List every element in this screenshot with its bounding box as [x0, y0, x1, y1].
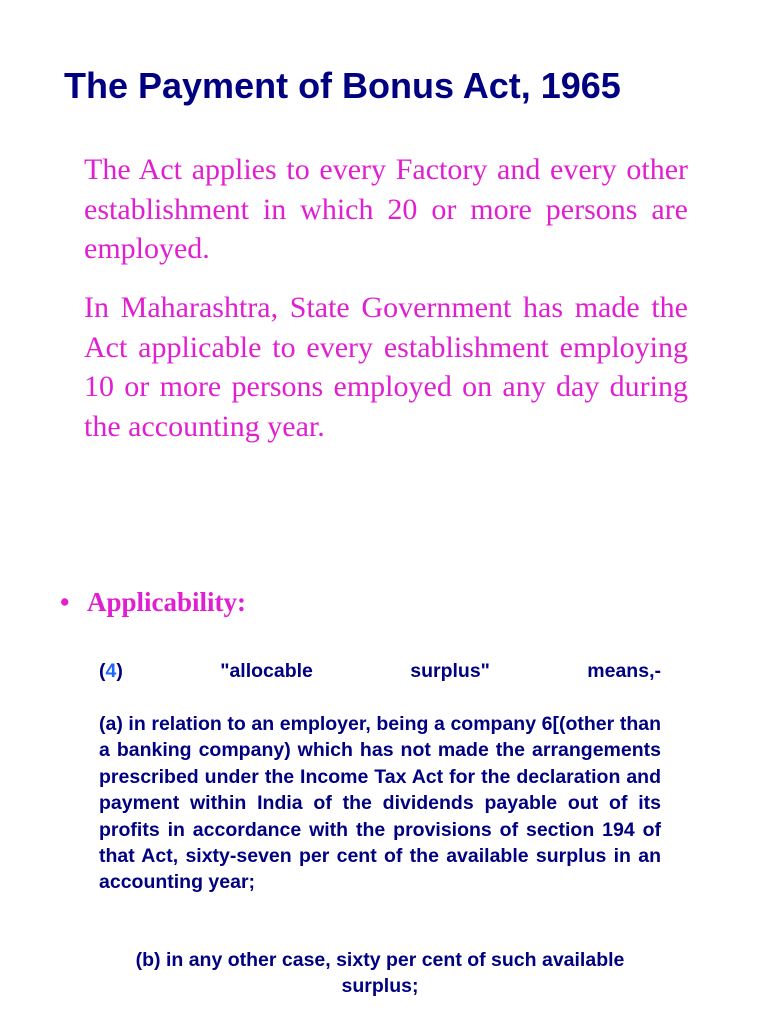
- definition-clause-a: (a) in relation to an employer, being a company 6[(other than a banking company) which has not made the arrangements prescribed under the Income Tax Act for the declaration and payment within India of the dividends payable out of its profits in accordance with the provisions of section 194 of that Act, sixty-seven per cent of the available surplus in an accounting year;: [99, 713, 661, 894]
- bullet-label: Applicability:: [87, 587, 247, 617]
- page-title: The Payment of Bonus Act, 1965: [64, 65, 621, 106]
- definition-number: (4): [99, 660, 123, 682]
- applicability-paragraph: The Act applies to every Factory and every other establishment in which 20 or more persons are employed.: [84, 153, 688, 265]
- definition-term-2: surplus": [410, 660, 490, 682]
- definition-clause-b: (b) in any other case, sixty per cent of such available surplus;: [135, 949, 625, 998]
- bullet-icon: •: [60, 587, 70, 617]
- maharashtra-paragraph: In Maharashtra, State Government has made the Act applicable to every establishment employing 10 or more persons employed on any day during the accounting year.: [84, 291, 688, 443]
- bullet-item-applicability: [60, 584, 246, 620]
- definition-heading: [99, 658, 661, 684]
- definition-means: means,-: [587, 660, 661, 682]
- definition-term: "allocable: [220, 660, 313, 682]
